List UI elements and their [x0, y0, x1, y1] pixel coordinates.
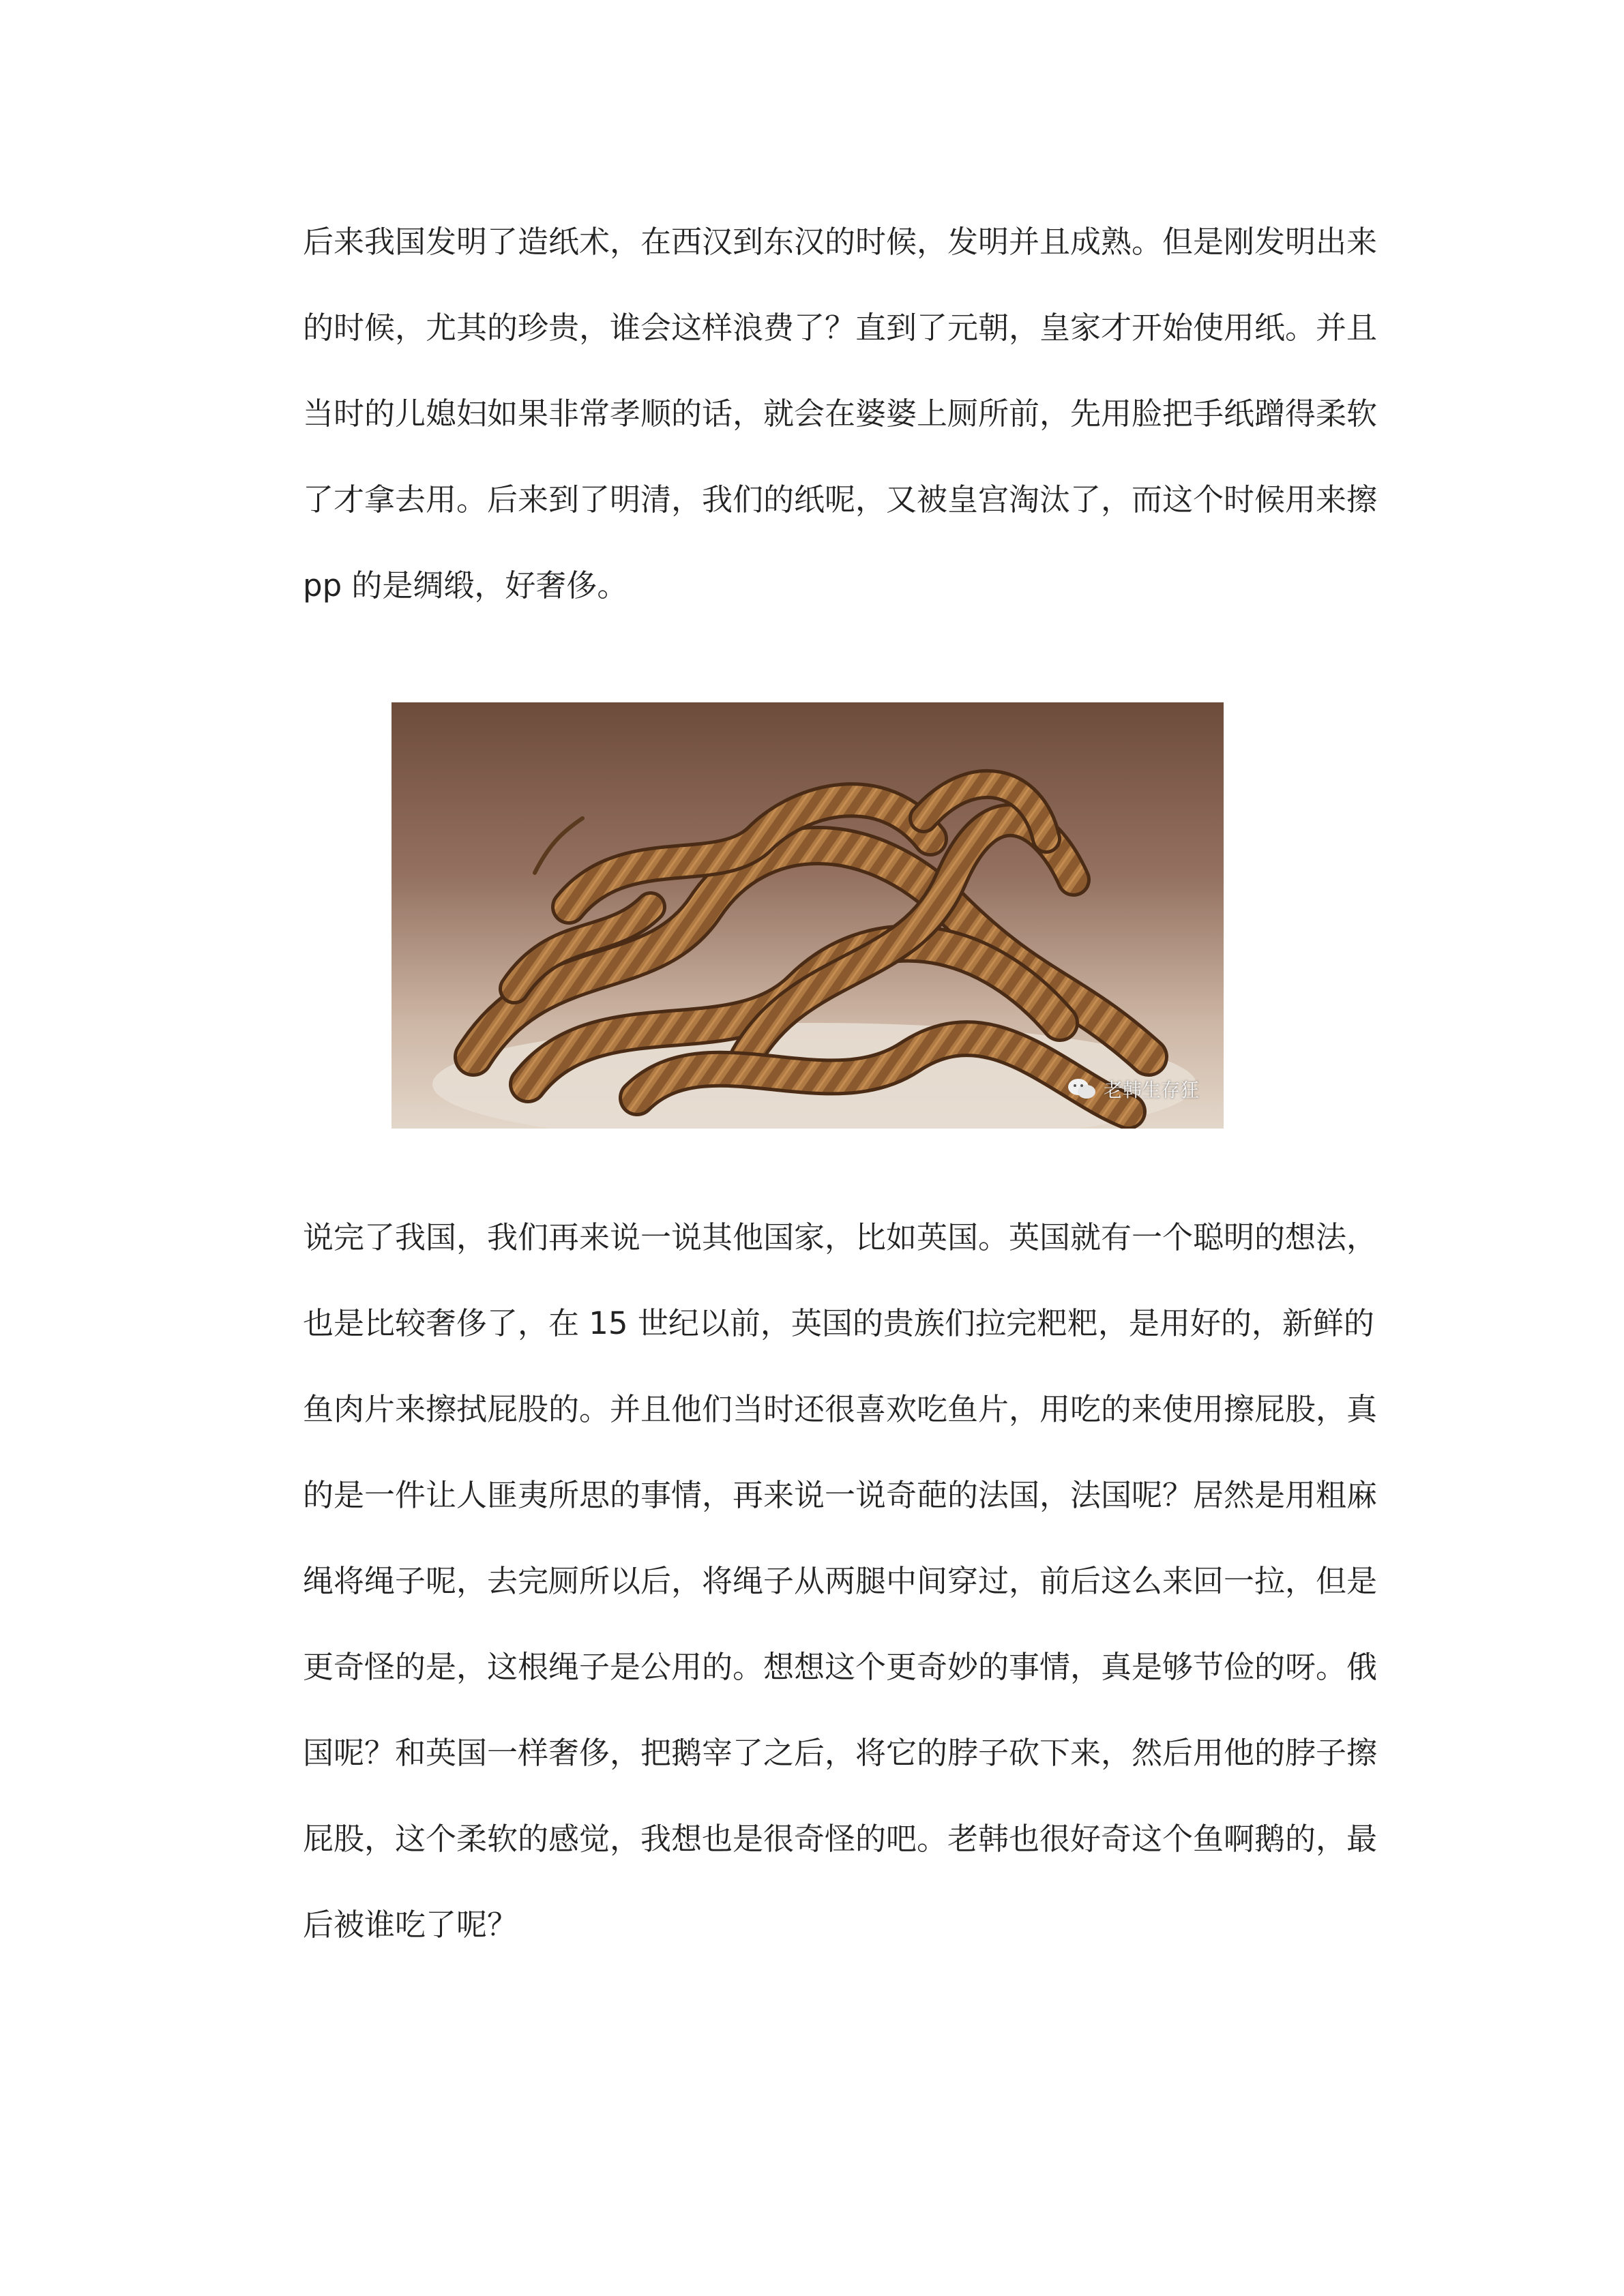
text-line: 后来我国发明了造纸术，在西汉到东汉的时候，发明并且成熟。但是刚发明出来	[303, 224, 1378, 260]
text-line: 的时候，尤其的珍贵，谁会这样浪费了？直到了元朝，皇家才开始使用纸。并且	[303, 310, 1378, 346]
text-line: 后被谁吃了呢？	[303, 1907, 518, 1943]
text-line: 绳将绳子呢，去完厕所以后，将绳子从两腿中间穿过，前后这么来回一拉，但是	[303, 1563, 1378, 1599]
text-line: 说完了我国，我们再来说一说其他国家，比如英国。英国就有一个聪明的想法，	[303, 1219, 1378, 1255]
paragraph-history-china	[303, 199, 1378, 629]
text-line: 屁股，这个柔软的感觉，我想也是很奇怪的吧。老韩也很好奇这个鱼啊鹅的，最	[303, 1821, 1378, 1857]
coiled-rope-photo	[392, 702, 1224, 1129]
text-line: 更奇怪的是，这根绳子是公用的。想想这个更奇妙的事情，真是够节俭的呀。俄	[303, 1649, 1378, 1685]
text-line: 国呢？和英国一样奢侈，把鹅宰了之后，将它的脖子砍下来，然后用他的脖子擦	[303, 1735, 1378, 1771]
watermark	[1067, 1075, 1199, 1103]
rope-illustration	[392, 702, 1224, 1129]
watermark-text: 老韩生存狂	[1103, 1079, 1199, 1101]
wechat-icon	[1067, 1077, 1097, 1101]
paragraph-other-countries	[303, 1195, 1378, 1968]
text-line: pp 的是绸缎，好奢侈。	[303, 567, 628, 603]
text-line: 的是一件让人匪夷所思的事情，再来说一说奇葩的法国，法国呢？居然是用粗麻	[303, 1477, 1378, 1513]
text-line: 了才拿去用。后来到了明清，我们的纸呢，又被皇宫淘汰了，而这个时候用来擦	[303, 481, 1378, 518]
text-line: 鱼肉片来擦拭屁股的。并且他们当时还很喜欢吃鱼片，用吃的来使用擦屁股，真	[303, 1391, 1378, 1427]
text-line: 当时的儿媳妇如果非常孝顺的话，就会在婆婆上厕所前，先用脸把手纸蹭得柔软	[303, 396, 1378, 432]
text-line: 也是比较奢侈了，在 15 世纪以前，英国的贵族们拉完粑粑，是用好的，新鲜的	[303, 1305, 1374, 1341]
